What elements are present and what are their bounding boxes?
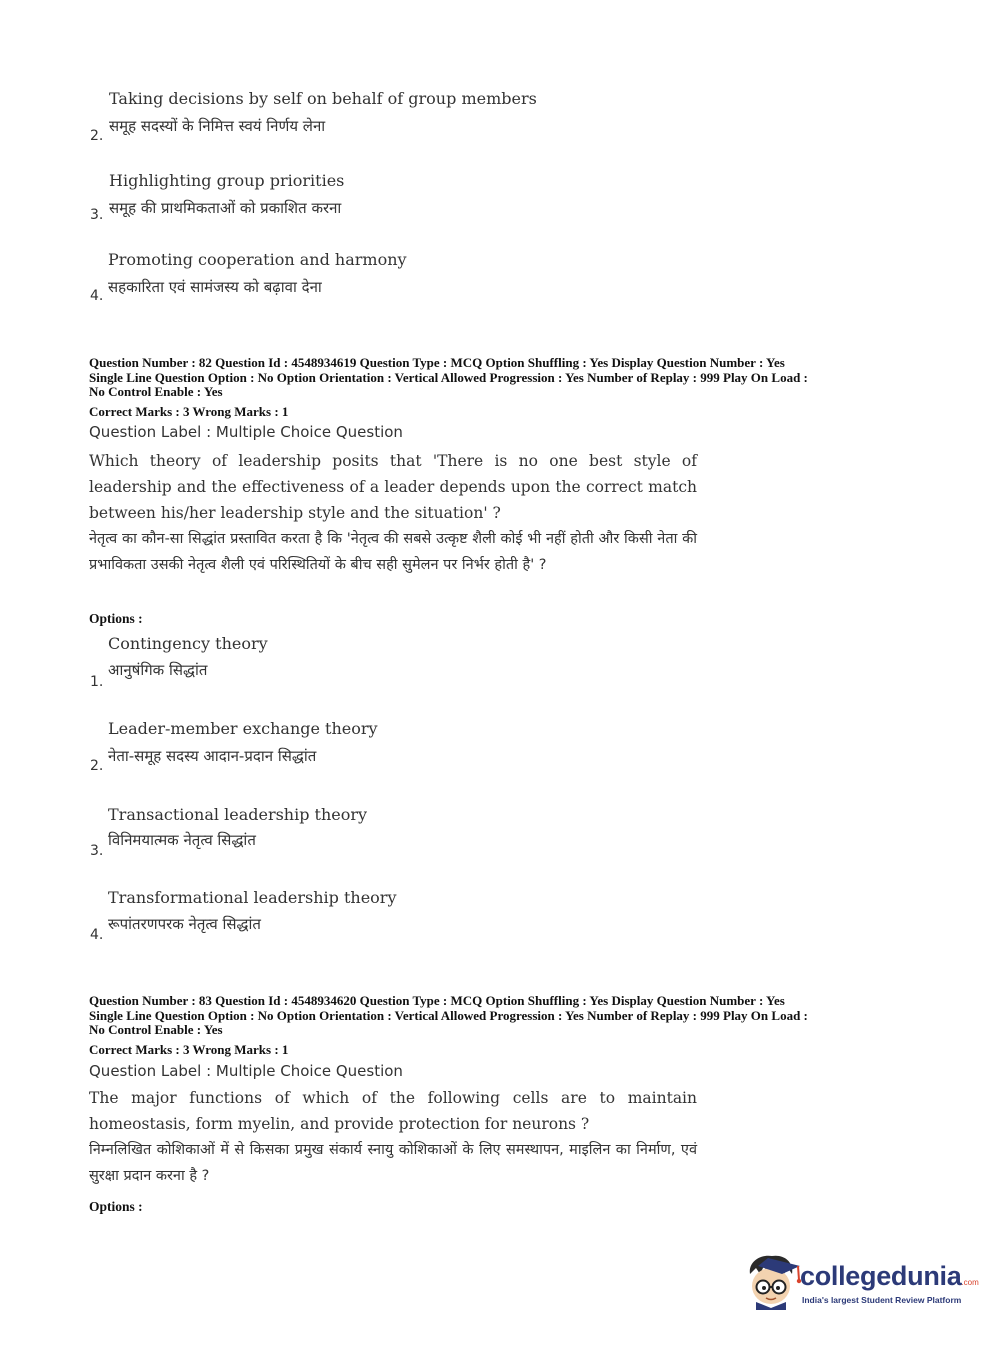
q82-option-2-en: Leader-member exchange theory — [108, 719, 378, 738]
question-82-meta — [89, 356, 808, 419]
prev-option-4-en: Promoting cooperation and harmony — [108, 250, 407, 269]
mascot-icon — [742, 1252, 802, 1310]
collegedunia-logo — [742, 1252, 979, 1312]
prev-option-2-number: 2. — [90, 128, 104, 144]
prev-option-2-en: Taking decisions by self on behalf of group members — [109, 89, 537, 108]
question-82-meta-line-1: Question Number : 82 Question Id : 4548934619 Question Type : MCQ Option Shuffling : Yes Display Question Number : Yes — [89, 355, 785, 370]
question-83-text-hi: निम्नलिखित कोशिकाओं में से किसका प्रमुख संकार्य स्नायु कोशिकाओं के लिए समस्थापन, माइलिन का निर्माण, एवं सुरक्षा प्रदान करना है ? — [89, 1142, 697, 1184]
question-83-meta-line-2: Single Line Question Option : No Option Orientation : Vertical Allowed Progression : Yes Number of Replay : 999 Play On Load : — [89, 1007, 808, 1023]
prev-option-3-hi: समूह की प्राथमिकताओं को प्रकाशित करना — [109, 199, 342, 217]
question-82-meta-line-3: No Control Enable : Yes — [89, 384, 223, 399]
question-83-meta-line-3: No Control Enable : Yes — [89, 1022, 223, 1037]
question-82-meta-line-2: Single Line Question Option : No Option Orientation : Vertical Allowed Progression : Yes Number of Replay : 999 Play On Load : — [89, 369, 808, 385]
logo-suffix: .com — [961, 1278, 979, 1287]
question-82-text-hi: नेतृत्व का कौन-सा सिद्धांत प्रस्तावित करता है कि 'नेतृत्व की सबसे उत्कृष्ट शैली कोई भी नहीं होती और किसी नेता की प्रभाविकता उसकी नेतृत्व शैली एवं परिस्थितियों के बीच सही सुमेलन पर निर्भर होती है' ? — [89, 531, 697, 573]
question-82-label: Question Label : Multiple Choice Question — [89, 423, 403, 441]
q82-option-1-number: 1. — [90, 674, 104, 690]
question-83-text-en: The major functions of which of the following cells are to maintain homeostasis, form myelin, and provide protection for neurons ? — [89, 1089, 697, 1133]
q82-option-3-number: 3. — [90, 843, 104, 859]
question-83-options-heading: Options : — [89, 1199, 143, 1214]
question-83-label: Question Label : Multiple Choice Question — [89, 1062, 403, 1080]
question-82-options-heading: Options : — [89, 611, 143, 626]
prev-option-4-hi: सहकारिता एवं सामंजस्य को बढ़ावा देना — [108, 278, 322, 296]
q82-option-4-number: 4. — [90, 927, 104, 943]
logo-name: collegedunia — [800, 1261, 962, 1291]
q82-option-2-hi: नेता-समूह सदस्य आदान-प्रदान सिद्धांत — [108, 747, 317, 765]
prev-option-3-en: Highlighting group priorities — [109, 171, 345, 190]
q82-option-3-hi: विनिमयात्मक नेतृत्व सिद्धांत — [108, 831, 256, 849]
q82-option-3-en: Transactional leadership theory — [108, 805, 368, 824]
question-83-marks: Correct Marks : 3 Wrong Marks : 1 — [89, 1041, 289, 1057]
logo-tagline: India's largest Student Review Platform — [802, 1295, 962, 1305]
q82-option-1-hi: आनुषंगिक सिद्धांत — [108, 661, 208, 679]
q82-option-4-hi: रूपांतरणपरक नेतृत्व सिद्धांत — [108, 915, 261, 933]
q82-option-2-number: 2. — [90, 758, 104, 774]
question-83-meta — [89, 994, 808, 1057]
q82-option-4-en: Transformational leadership theory — [108, 888, 397, 907]
question-82-marks: Correct Marks : 3 Wrong Marks : 1 — [89, 403, 289, 419]
question-83-meta-line-1: Question Number : 83 Question Id : 4548934620 Question Type : MCQ Option Shuffling : Yes Display Question Number : Yes — [89, 993, 785, 1008]
prev-option-3-number: 3. — [90, 207, 104, 223]
prev-option-2-hi: समूह सदस्यों के निमित्त स्वयं निर्णय लेना — [109, 117, 326, 135]
question-82-text-en: Which theory of leadership posits that 'There is no one best style of leadership and the effectiveness of a leader depends upon the correct match between his/her leadership style and the situation' ? — [89, 452, 697, 522]
q82-option-1-en: Contingency theory — [108, 634, 268, 653]
prev-option-4-number: 4. — [90, 288, 104, 304]
